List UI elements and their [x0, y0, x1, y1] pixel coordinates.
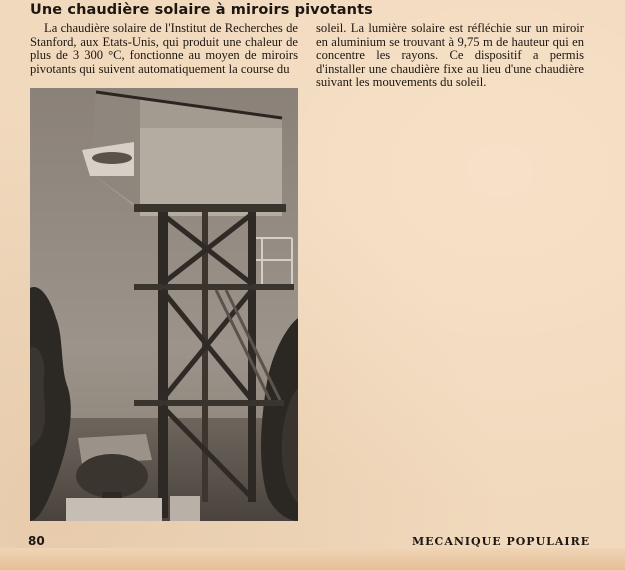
- magazine-name: MECANIQUE POPULAIRE: [412, 535, 591, 548]
- article-title: Une chaudière solaire à miroirs pivotants: [30, 2, 373, 18]
- page-bottom-edge: [0, 548, 625, 570]
- solar-boiler-tower-photo: [30, 88, 298, 521]
- article-text-column-right: soleil. La lumière solaire est réfléchie sur un miroir en aluminium se trouvant à 9,75 m de hauteur qui en concentre les rayons. Ce dispositif a permis d'installer une chaudière fixe au lieu d'une chaudière suivant les mouvements du soleil.: [316, 21, 584, 90]
- page-number: 80: [28, 534, 45, 548]
- article-text-column-left: La chaudière solaire de l'Institut de Recherches de Stanford, aux Etats-Unis, qui produit une chaleur de plus de 3 300 °C, fonctionne au moyen de miroirs pivotants qui suivent automatiquement la course du: [30, 21, 298, 76]
